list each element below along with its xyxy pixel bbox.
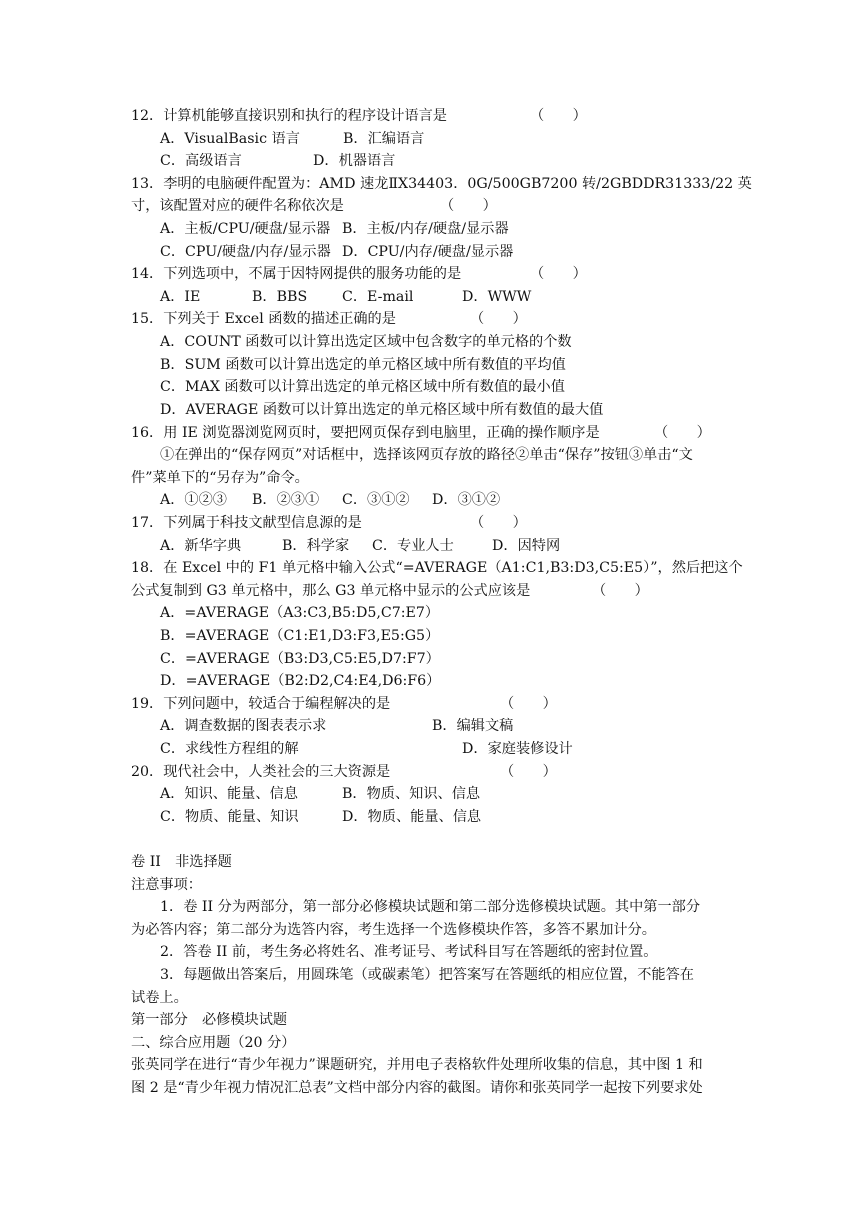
q13-option-a: A．主板/CPU/硬盘/显示器 xyxy=(160,221,331,237)
q16-stem: 16．用 IE 浏览器浏览网页时，要把网页保存到电脑里，正确的操作顺序是 xyxy=(131,425,600,441)
q17-option-b: B．科学家 xyxy=(282,538,350,554)
notice-1-line2: 为必答内容；第二部分为选答内容，考生选择一个选修模块作答，多答不累加计分。 xyxy=(131,922,656,938)
q18-option-a: A．=AVERAGE（A3:C3,B5:D5,C7:E7） xyxy=(160,605,440,621)
q19-option-b: B．编辑文稿 xyxy=(432,718,514,734)
q17-stem: 17．下列属于科技文献型信息源的是 xyxy=(131,515,362,531)
q18-option-d: D．=AVERAGE（B2:D2,C4:E4,D6:F6） xyxy=(160,673,441,689)
q15-option-b: B．SUM 函数可以计算出选定的单元格区域中所有数值的平均值 xyxy=(160,357,566,373)
section-q2-title: 二、综合应用题（20 分） xyxy=(131,1035,296,1051)
q15-option-c: C．MAX 函数可以计算出选定的单元格区域中所有数值的最小值 xyxy=(160,379,565,395)
q18-answer-paren: （ ） xyxy=(592,583,649,599)
q20-answer-paren: （ ） xyxy=(500,764,557,780)
q14-option-a: A．IE xyxy=(160,289,201,305)
q13-answer-paren: （ ） xyxy=(440,198,497,214)
section-compulsory-title: 第一部分 必修模块试题 xyxy=(131,1012,288,1028)
q20-option-b: B．物质、知识、信息 xyxy=(342,786,481,802)
q12-stem: 12．计算机能够直接识别和执行的程序设计语言是 xyxy=(131,108,447,124)
q18-stem-line1: 18．在 Excel 中的 F1 单元格中输入公式“=AVERAGE（A1:C1,B3:D3,C5:E5）”，然后把这个 xyxy=(131,560,743,576)
notice-2: 2．答卷 II 前，考生务必将姓名、准考证号、考试科目写在答题纸的密封位置。 xyxy=(160,944,658,960)
q17-option-d: D．因特网 xyxy=(492,538,561,554)
q14-option-c: C．E-mail xyxy=(342,289,414,305)
q17-answer-paren: （ ） xyxy=(470,515,527,531)
q18-option-b: B．=AVERAGE（C1:E1,D3:F3,E5:G5） xyxy=(160,628,440,644)
part2-title: 卷 II 非选择题 xyxy=(131,854,232,870)
notice-1-line1: 1．卷 II 分为两部分，第一部分必修模块试题和第二部分选修模块试题。其中第一部分 xyxy=(160,899,701,915)
q16-option-c: C．③①② xyxy=(342,492,410,508)
q16-option-d: D．③①② xyxy=(432,492,501,508)
q16-option-a: A．①②③ xyxy=(160,492,227,508)
q14-answer-paren: （ ） xyxy=(530,266,587,282)
q16-answer-paren: （ ） xyxy=(654,425,711,441)
q15-option-a: A．COUNT 函数可以计算出选定区域中包含数字的单元格的个数 xyxy=(160,334,572,350)
q18-stem-line2: 公式复制到 G3 单元格中，那么 G3 单元格中显示的公式应该是 xyxy=(131,583,531,599)
q12-option-b: B．汇编语言 xyxy=(343,131,425,147)
q20-option-c: C．物质、能量、知识 xyxy=(160,809,299,825)
q15-answer-paren: （ ） xyxy=(470,311,527,327)
q12-answer-paren: （ ） xyxy=(530,108,587,124)
q19-option-c: C．求线性方程组的解 xyxy=(160,741,299,757)
q14-stem: 14．下列选项中，不属于因特网提供的服务功能的是 xyxy=(131,266,462,282)
q17-option-a: A．新华字典 xyxy=(160,538,242,554)
q14-option-b: B．BBS xyxy=(252,289,308,305)
notice-3-line2: 试卷上。 xyxy=(131,990,188,1006)
q19-option-d: D．家庭装修设计 xyxy=(462,741,573,757)
q13-option-b: B．主板/内存/硬盘/显示器 xyxy=(342,221,509,237)
q15-option-d: D．AVERAGE 函数可以计算出选定的单元格区域中所有数值的最大值 xyxy=(160,402,604,418)
q16-option-b: B．②③① xyxy=(252,492,320,508)
q13-option-c: C．CPU/硬盘/内存/显示器 xyxy=(160,244,331,260)
q12-option-c: C．高级语言 xyxy=(160,153,242,169)
q18-option-c: C．=AVERAGE（B3:D3,C5:E5,D7:F7） xyxy=(160,651,440,667)
q20-stem: 20．现代社会中，人类社会的三大资源是 xyxy=(131,764,391,780)
q20-option-d: D．物质、能量、信息 xyxy=(342,809,482,825)
q13-stem-line2: 寸，该配置对应的硬件名称依次是 xyxy=(131,198,344,214)
notice-3-line1: 3．每题做出答案后，用圆珠笔（或碳素笔）把答案写在答题纸的相应位置，不能答在 xyxy=(160,967,694,983)
q19-answer-paren: （ ） xyxy=(500,696,557,712)
q13-option-d: D．CPU/内存/硬盘/显示器 xyxy=(342,244,514,260)
q17-option-c: C．专业人士 xyxy=(372,538,454,554)
q15-stem: 15．下列关于 Excel 函数的描述正确的是 xyxy=(131,311,396,327)
q20-option-a: A．知识、能量、信息 xyxy=(160,786,298,802)
q14-option-d: D．WWW xyxy=(462,289,532,305)
q16-description-line1: ①在弹出的“保存网页”对话框中，选择该网页存放的路径②单击“保存”按钮③单击“文 xyxy=(160,447,693,463)
q13-stem-line1: 13．李明的电脑硬件配置为：AMD 速龙ⅡX34403．0G/500GB7200 转/2GBDDR31333/22 英 xyxy=(131,176,752,192)
q16-description-line2: 件”菜单下的“另存为”命令。 xyxy=(131,470,309,486)
q19-stem: 19．下列问题中，较适合于编程解决的是 xyxy=(131,696,391,712)
q12-option-a: A．VisualBasic 语言 xyxy=(160,131,300,147)
notice-title: 注意事项： xyxy=(131,877,202,893)
q12-option-d: D．机器语言 xyxy=(313,153,396,169)
intro-line1: 张英同学在进行“青少年视力”课题研究，并用电子表格软件处理所收集的信息，其中图 1 和 xyxy=(131,1057,703,1073)
q19-option-a: A．调查数据的图表表示求 xyxy=(160,718,327,734)
intro-line2: 图 2 是“青少年视力情况汇总表”文档中部分内容的截图。请你和张英同学一起按下列要求处 xyxy=(131,1080,703,1096)
